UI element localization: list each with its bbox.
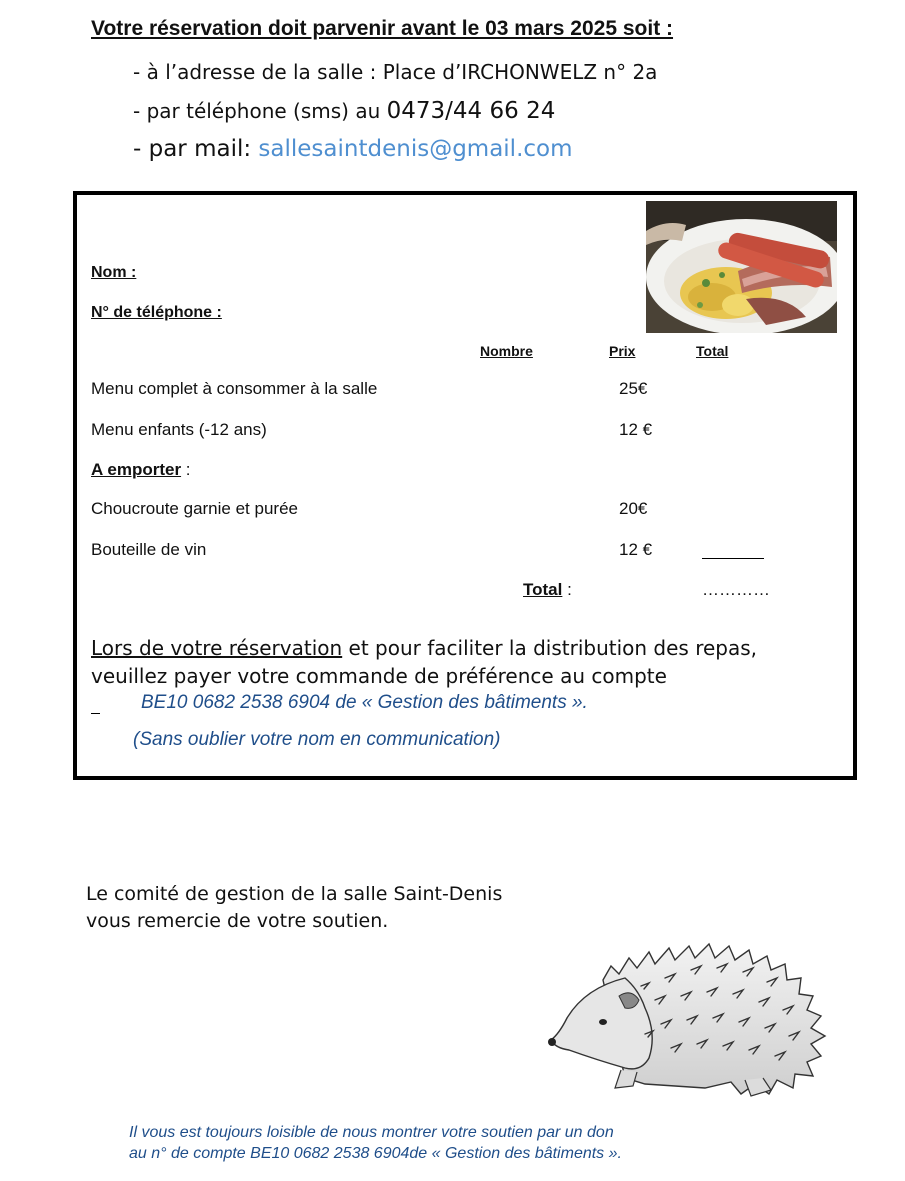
menu-row-price: 20€ bbox=[619, 499, 648, 518]
hedgehog-illustration bbox=[545, 938, 840, 1100]
phone-line bbox=[133, 98, 555, 124]
phone-number: 0473/44 66 24 bbox=[386, 98, 556, 124]
reservation-deadline-heading: Votre réservation doit parvenir avant le 03 mars 2025 soit : bbox=[91, 17, 674, 40]
sausage-plate-photo bbox=[646, 201, 837, 333]
wine-total-blank-line bbox=[702, 558, 764, 559]
account-dash bbox=[91, 713, 100, 714]
payment-intro-underlined: Lors de votre réservation bbox=[91, 636, 343, 660]
takeaway-label: A emporter bbox=[91, 460, 182, 479]
menu-row-label: Choucroute garnie et purée bbox=[91, 499, 298, 518]
address-line: - à l’adresse de la salle : Place d’IRCHONWELZ n° 2a bbox=[133, 60, 658, 84]
menu-row-price: 12 € bbox=[619, 540, 653, 559]
menu-row-label: Menu complet à consommer à la salle bbox=[91, 379, 378, 398]
menu-row-price: 25€ bbox=[619, 379, 648, 398]
mail-address-link[interactable]: sallesaintdenis@gmail.com bbox=[258, 136, 573, 162]
grand-total-label bbox=[523, 580, 572, 600]
phone-field-label: N° de téléphone : bbox=[91, 304, 222, 321]
column-header-total: Total bbox=[696, 343, 729, 359]
takeaway-colon: : bbox=[181, 460, 191, 479]
total-label: Total bbox=[523, 580, 563, 599]
column-header-nombre: Nombre bbox=[480, 343, 533, 359]
thanks-line-1: Le comité de gestion de la salle Saint-Denis bbox=[86, 883, 503, 905]
bank-account-line: BE10 0682 2538 6904 de « Gestion des bâtiments ». bbox=[141, 692, 588, 713]
payment-line-2: veuillez payer votre commande de préférence au compte bbox=[91, 664, 667, 688]
phone-line-prefix: - par téléphone (sms) au bbox=[133, 99, 381, 123]
menu-row-label: Menu enfants (-12 ans) bbox=[91, 420, 267, 439]
mail-line bbox=[133, 136, 573, 162]
name-field-label: Nom : bbox=[91, 264, 137, 281]
footer-donation-line-2: au n° de compte BE10 0682 2538 6904de « Gestion des bâtiments ». bbox=[129, 1145, 622, 1162]
payment-intro-rest: et pour faciliter la distribution des repas, bbox=[342, 636, 758, 660]
menu-row-price: 12 € bbox=[619, 420, 653, 439]
takeaway-heading bbox=[91, 460, 191, 480]
total-colon: : bbox=[562, 580, 572, 599]
thanks-line-2: vous remercie de votre soutien. bbox=[86, 910, 389, 932]
communication-note: (Sans oublier votre nom en communication) bbox=[133, 729, 501, 750]
payment-intro bbox=[91, 636, 757, 660]
mail-prefix: - par mail: bbox=[133, 136, 252, 162]
footer-donation-line-1: Il vous est toujours loisible de nous montrer votre soutien par un don bbox=[129, 1124, 614, 1141]
menu-row-label: Bouteille de vin bbox=[91, 540, 207, 559]
column-header-prix: Prix bbox=[609, 343, 636, 359]
grand-total-blank: ………… bbox=[702, 580, 770, 599]
